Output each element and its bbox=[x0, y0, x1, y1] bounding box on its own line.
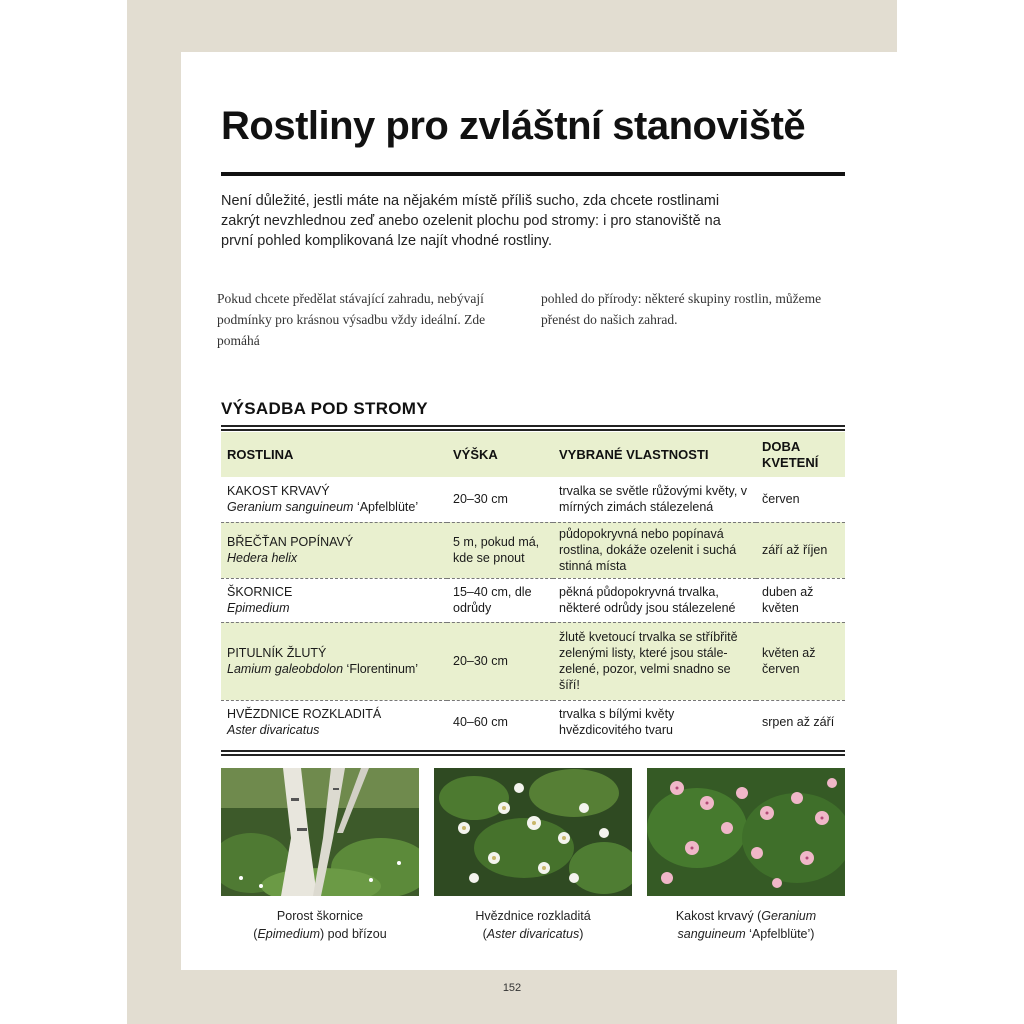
title-rule bbox=[221, 172, 845, 176]
caption-text: Hvězdnice rozkladitá bbox=[475, 909, 591, 923]
plant-cell bbox=[221, 622, 447, 700]
photo-caption-3 bbox=[647, 907, 845, 943]
header-properties: VYBRANÉ VLASTNOSTI bbox=[553, 432, 756, 477]
bloom-cell: září až říjen bbox=[756, 522, 845, 578]
properties-cell: půdopokryvná nebo popínavá rostlina, dokáže ozelenit i suchá stinná místa bbox=[553, 522, 756, 578]
table-title: VÝSADBA POD STROMY bbox=[221, 399, 428, 418]
plant-latin: Hedera helix bbox=[227, 551, 298, 565]
bloom-cell: duben až květen bbox=[762, 585, 814, 615]
plant-name: PITULNÍK ŽLUTÝ bbox=[227, 646, 327, 660]
plant-name: HVĚZDNICE ROZKLADITÁ bbox=[227, 707, 382, 722]
table-row bbox=[221, 522, 845, 578]
table-top-rule bbox=[221, 425, 845, 427]
photo-epimedium-birch bbox=[221, 768, 419, 896]
properties-cell: trvalka se světle růžovými květy, v mírných zimách stálezelená bbox=[559, 484, 748, 515]
plant-latin: Aster divaricatus bbox=[227, 723, 320, 738]
caption-text: ) bbox=[810, 927, 815, 941]
caption-latin: Geranium sanguineum bbox=[677, 909, 817, 941]
photo-geranium-sanguineum bbox=[647, 768, 845, 896]
planting-table bbox=[221, 432, 845, 744]
caption-text: ‘Apfelblüte’ bbox=[745, 927, 811, 941]
header-height: VÝŠKA bbox=[447, 432, 553, 477]
photo-aster-divaricatus bbox=[434, 768, 632, 896]
caption-text: Porost škornice bbox=[276, 909, 364, 923]
height-cell: 40–60 cm bbox=[453, 715, 508, 730]
plant-cell bbox=[221, 578, 447, 622]
table-row bbox=[221, 477, 845, 522]
plant-cultivar: ‘Florentinum’ bbox=[343, 662, 419, 676]
table-bottom-rule-2 bbox=[221, 754, 845, 756]
page-title: Rostliny pro zvláštní stanoviště bbox=[221, 104, 806, 148]
caption-latin: Aster divaricatus bbox=[486, 927, 580, 941]
plant-latin: Epimedium bbox=[227, 601, 290, 615]
photo-caption-1 bbox=[221, 907, 419, 943]
bloom-cell: květen až červen bbox=[756, 622, 845, 700]
plant-cell bbox=[221, 700, 447, 744]
caption-text: Kakost krvavý ( bbox=[675, 909, 762, 923]
properties-cell: žlutě kvetoucí trvalka se stříbřitě zelenými listy, které jsou stále-zelené, pozor, velmi snadno se šíří! bbox=[553, 622, 756, 700]
header-plant: ROSTLINA bbox=[221, 432, 447, 477]
bloom-cell: srpen až září bbox=[762, 715, 835, 730]
table-row bbox=[221, 700, 845, 744]
caption-latin: Epimedium bbox=[257, 927, 320, 941]
photo-caption-2 bbox=[434, 907, 632, 943]
body-column-1: Pokud chcete předělat stávající zahradu, nebývají podmínky pro krásnou výsadbu vždy ideální. Zde pomáhá bbox=[217, 291, 486, 348]
caption-text: ) pod břízou bbox=[319, 927, 387, 941]
caption-text: ) bbox=[579, 927, 584, 941]
plant-latin: Geranium sanguineum bbox=[227, 500, 354, 515]
table-row bbox=[221, 578, 845, 622]
properties-cell: pěkná půdopokryvná trvalka, některé odrůdy jsou stálezelené bbox=[559, 585, 736, 615]
caption-text: ( bbox=[482, 927, 487, 941]
body-column-2: pohled do přírody: některé skupiny rostlin, můžeme přenést do našich zahrad. bbox=[541, 291, 822, 327]
plant-name: ŠKORNICE bbox=[227, 585, 293, 599]
plant-name: KAKOST KRVAVÝ bbox=[227, 484, 330, 499]
header-bloom: DOBA KVETENÍ bbox=[756, 432, 845, 477]
properties-cell: trvalka s bílými květy hvězdicovitého tvaru bbox=[559, 707, 675, 738]
plant-cell bbox=[221, 477, 447, 522]
plant-cultivar: ‘Apfelblüte’ bbox=[353, 500, 419, 515]
height-cell: 20–30 cm bbox=[453, 492, 508, 507]
bloom-cell: červen bbox=[762, 492, 800, 507]
page-number: 152 bbox=[502, 982, 522, 994]
height-cell: 5 m, pokud má, kde se pnout bbox=[447, 522, 553, 578]
table-header-row bbox=[221, 432, 845, 477]
plant-latin: Lamium galeobdolon bbox=[227, 662, 344, 676]
table-bottom-rule bbox=[221, 750, 845, 752]
height-cell: 15–40 cm, dle odrůdy bbox=[453, 585, 532, 615]
table-top-rule-2 bbox=[221, 429, 845, 431]
table-row bbox=[221, 622, 845, 700]
caption-text: ( bbox=[253, 927, 258, 941]
plant-name: BŘEČŤAN POPÍNAVÝ bbox=[227, 535, 354, 549]
height-cell: 20–30 cm bbox=[447, 622, 553, 700]
intro-text: Není důležité, jestli máte na nějakém místě příliš sucho, zda chcete rostlinami zakrýt nevzhlednou zeď anebo ozelenit plochu pod stromy: i pro stanoviště na první pohled komplikovaná lze najít vhodné rostliny. bbox=[221, 193, 721, 249]
plant-cell bbox=[221, 522, 447, 578]
